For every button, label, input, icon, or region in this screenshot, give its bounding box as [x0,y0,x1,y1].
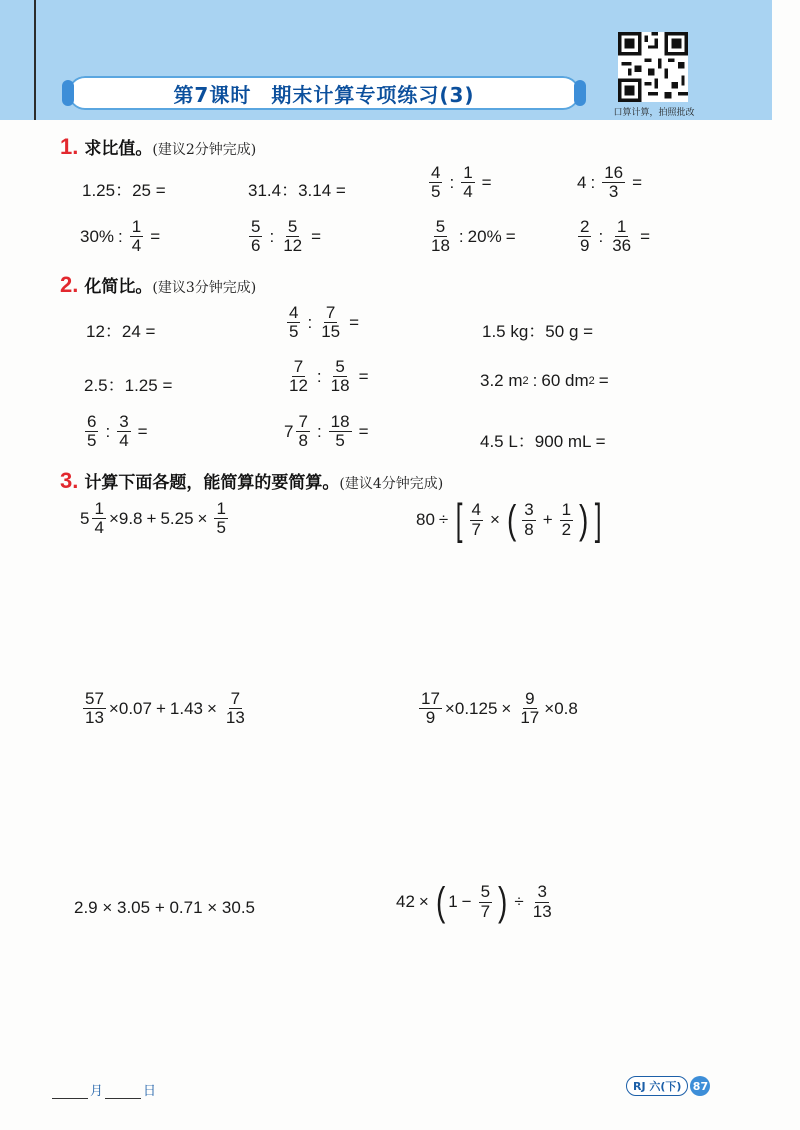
fraction: $\frac{1}{2}$ [561,500,572,539]
section-hint: (建议2分钟完成) [152,142,257,158]
s2-problem-2: $\frac{4}{5}$ : $\frac{7}{15}$ = [289,303,360,342]
section-number: 3. [60,468,79,493]
fraction: $\frac{7}{15}$ [321,303,341,342]
fraction: $\frac{1}{5}$ [216,499,226,538]
section-number: 2. [60,272,79,297]
section-title: 计算下面各题，能简算的要简算。 [84,473,340,493]
fraction: $\frac{18}{5}$ [330,412,350,451]
s2-problem-5: $\frac{7}{12}$ : $\frac{5}{18}$ = [289,357,369,396]
fraction: $\frac{5}{7}$ [480,882,491,921]
section-hint: (建议3分钟完成) [152,280,257,296]
s2-problem-4: 2.5：1.25 = [84,376,173,395]
fraction: $\frac{9}{17}$ [520,689,540,728]
s2-problem-8: 7 $\frac{7}{8}$ : $\frac{18}{5}$ = [284,412,369,451]
s1-problem-6: $\frac{5}{6}$ : $\frac{5}{12}$ = [251,217,322,256]
fraction: $\frac{3}{4}$ [119,412,129,451]
page-number: 87 [690,1076,710,1096]
fraction: $\frac{57}{13}$ [85,689,104,728]
section-2-heading [60,272,256,298]
s1-problem-2: 31.4：3.14 = [248,181,346,200]
qr-code-icon[interactable] [618,32,688,102]
day-blank[interactable] [105,1086,141,1099]
date-fill-in: 月 日 [50,1080,156,1099]
section-1-heading [60,134,256,160]
page-title [173,79,474,108]
month-blank[interactable] [52,1086,88,1099]
s3-problem-3: $\frac{57}{13}$ × 0.07 + 1.43 × $\frac{7}{13}$ [85,689,245,728]
page-footer [626,1076,710,1096]
section-hint: (建议4分钟完成) [339,476,444,492]
fraction: $\frac{1}{4}$ [131,217,142,256]
s1-problem-4: 4 : $\frac{16}{3}$ = [577,163,643,202]
s2-problem-3: 1.5 kg：50 g = [482,322,594,341]
margin-line [34,0,36,120]
s2-problem-6: 3.2 m 2 : 60 dm 2 = [480,371,609,390]
s2-problem-9: 4.5 L：900 mL = [480,432,606,451]
fraction: $\frac{4}{5}$ [289,303,299,342]
s1-problem-1: 1.25：25 = [82,181,166,200]
s3-problem-4: $\frac{17}{9}$ × 0.125 × $\frac{9}{17}$ × 0.8 [421,689,578,728]
section-title: 化简比。 [84,277,153,297]
qr-caption: 口算计算，拍照批改 [613,108,695,118]
section-number: 1. [60,134,79,159]
fraction: $\frac{2}{9}$ [580,217,590,256]
section-title: 求比值。 [84,139,153,159]
fraction: $\frac{5}{18}$ [431,217,450,256]
fraction: $\frac{1}{4}$ [463,163,473,202]
s3-problem-2: 80 ÷ [ $\frac{4}{7}$ × ( $\frac{3}{8}$ + $\frac{1}{2}$ ) ] [416,495,602,544]
title-label: 期末计算专项练习(3) [271,82,475,107]
section-3-heading [60,468,443,494]
fraction: $\frac{3}{8}$ [524,500,534,539]
s2-problem-7: $\frac{6}{5}$ : $\frac{3}{4}$ = [87,412,148,451]
fraction: $\frac{5}{6}$ [251,217,261,256]
fraction: $\frac{5}{18}$ [330,357,350,396]
fraction: $\frac{7}{8}$ [298,412,308,451]
fraction: $\frac{1}{36}$ [612,217,632,256]
fraction: $\frac{4}{7}$ [471,500,481,539]
fraction: $\frac{17}{9}$ [421,689,440,728]
s1-problem-3: $\frac{4}{5}$ : $\frac{1}{4}$ = [431,163,492,202]
title-bar [68,76,580,110]
s3-problem-5: 2.9 × 3.05 + 0.71 × 30.5 [74,898,256,917]
fraction: $\frac{7}{12}$ [289,357,308,396]
s1-problem-7: $\frac{5}{18}$ : 20% = [431,217,516,256]
s2-problem-1: 12：24 = [86,322,156,341]
fraction: $\frac{1}{4}$ [94,499,104,538]
fraction: $\frac{5}{12}$ [283,217,303,256]
fraction: $\frac{3}{13}$ [532,882,552,921]
s3-problem-6: 42 × ( 1 − $\frac{5}{7}$ ) ÷ $\frac{3}{13}$ [396,880,552,924]
s3-problem-1: 5 $\frac{1}{4}$ × 9.8 + 5.25 × $\frac{1}{5}$ [80,499,226,538]
fraction: $\frac{6}{5}$ [87,412,97,451]
fraction: $\frac{7}{13}$ [225,689,245,728]
lesson-label: 第7课时 [173,82,252,107]
fraction: $\frac{16}{3}$ [604,163,624,202]
s1-problem-5: 30% : $\frac{1}{4}$ = [80,217,161,256]
fraction: $\frac{4}{5}$ [431,163,441,202]
s1-problem-8: $\frac{2}{9}$ : $\frac{1}{36}$ = [580,217,651,256]
grade-badge: RJ 六(下) [626,1076,688,1096]
